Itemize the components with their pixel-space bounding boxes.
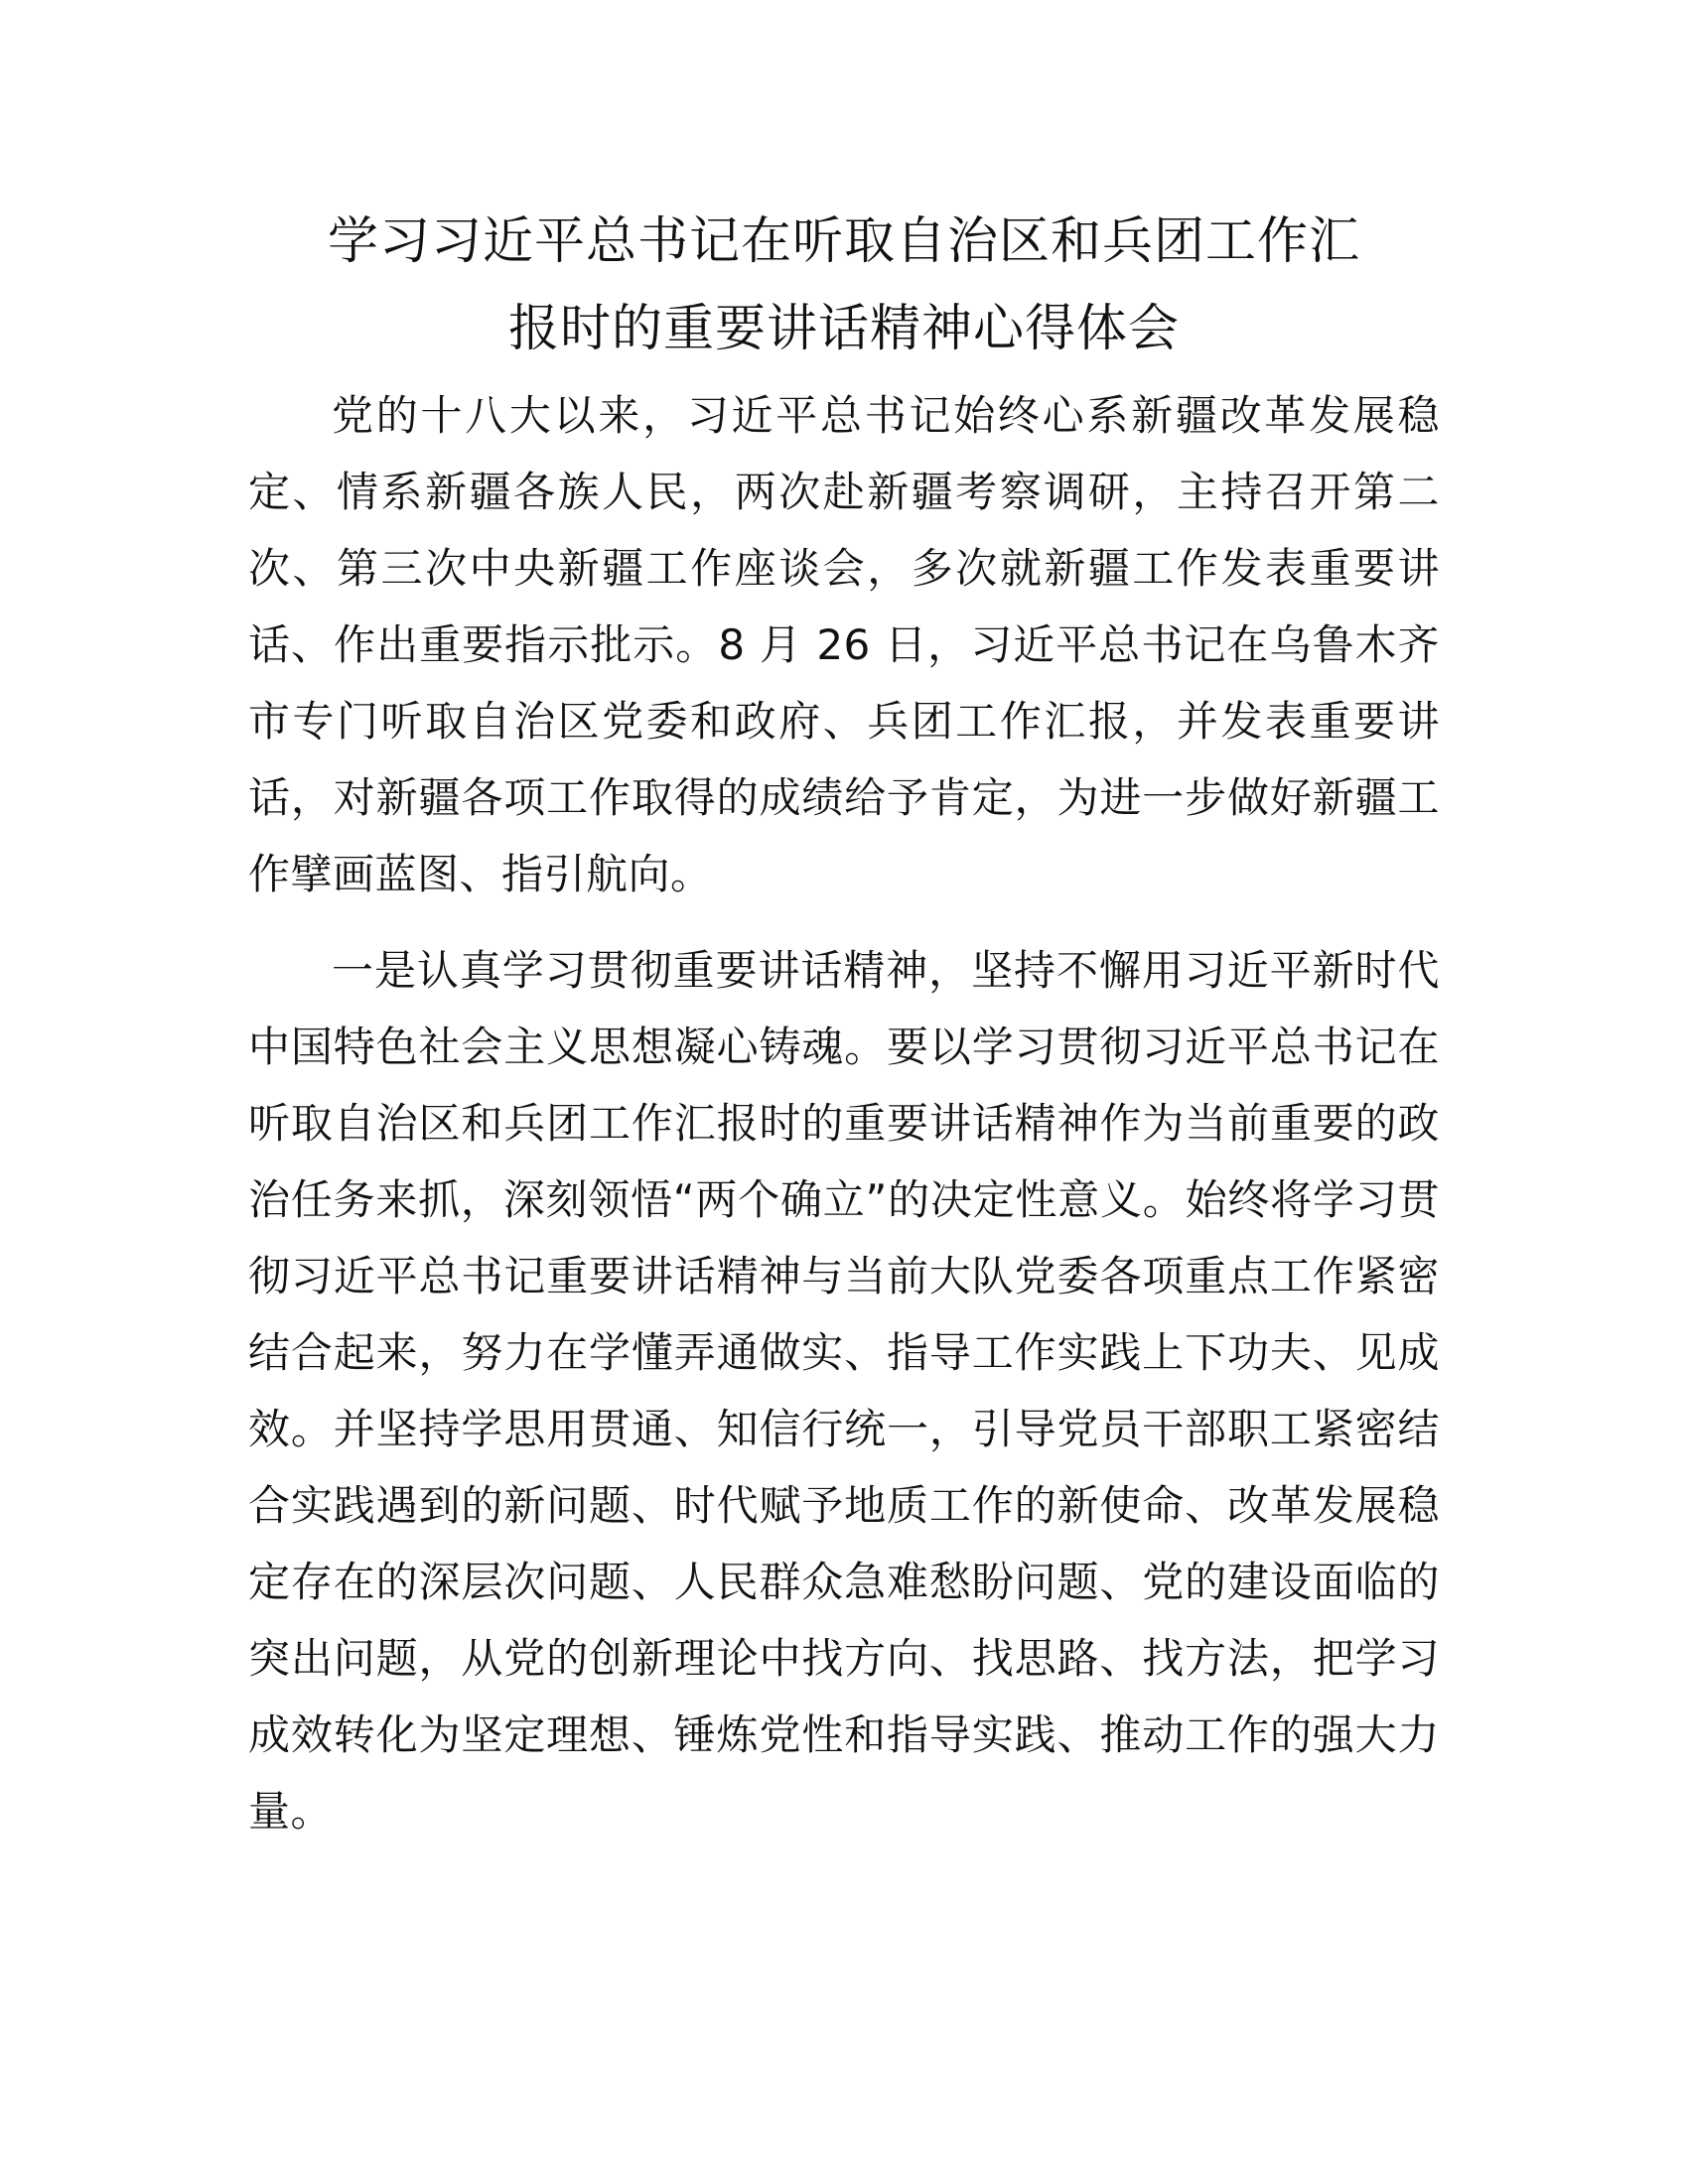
paragraph-2: 一是认真学习贯彻重要讲话精神，坚持不懈用习近平新时代中国特色社会主义思想凝心铸魂。要以学习贯彻习近平总书记在听取自治区和兵团工作汇报时的重要讲话精神作为当前重要的政治任务来抓，深刻领悟“两个确立”的决定性意义。始终将学习贯彻习近平总书记重要讲话精神与当前大队党委各项重点工作紧密结合起来，努力在学懂弄通做实、指导工作实践上下功夫、见成效。并坚持学思用贯通、知信行统一，引导党员干部职工紧密结合实践遇到的新问题、时代赋予地质工作的新使命、改革发展稳定存在的深层次问题、人民群众急难愁盼问题、党的建设面临的突出问题，从党的创新理论中找方向、找思路、找方法，把学习成效转化为坚定理想、锤炼党性和指导实践、推动工作的强大力量。 xyxy=(248,946,1440,1836)
paragraph-1: 党的十八大以来，习近平总书记始终心系新疆改革发展稳定、情系新疆各族人民，两次赴新疆考察调研，主持召开第二次、第三次中央新疆工作座谈会，多次就新疆工作发表重要讲话、作出重要指示批示。8 月 26 日，习近平总书记在乌鲁木齐市专门听取自治区党委和政府、兵团工作汇报，并发表重要讲话，对新疆各项工作取得的成绩给予肯定，为进一步做好新疆工作擘画蓝图、指引航向。 xyxy=(248,391,1440,898)
title-line-2: 报时的重要讲话精神心得体会 xyxy=(507,300,1180,358)
document-title xyxy=(248,199,1440,373)
document-body xyxy=(248,377,1440,1869)
title-line-1: 学习习近平总书记在听取自治区和兵团工作汇 xyxy=(327,212,1360,271)
